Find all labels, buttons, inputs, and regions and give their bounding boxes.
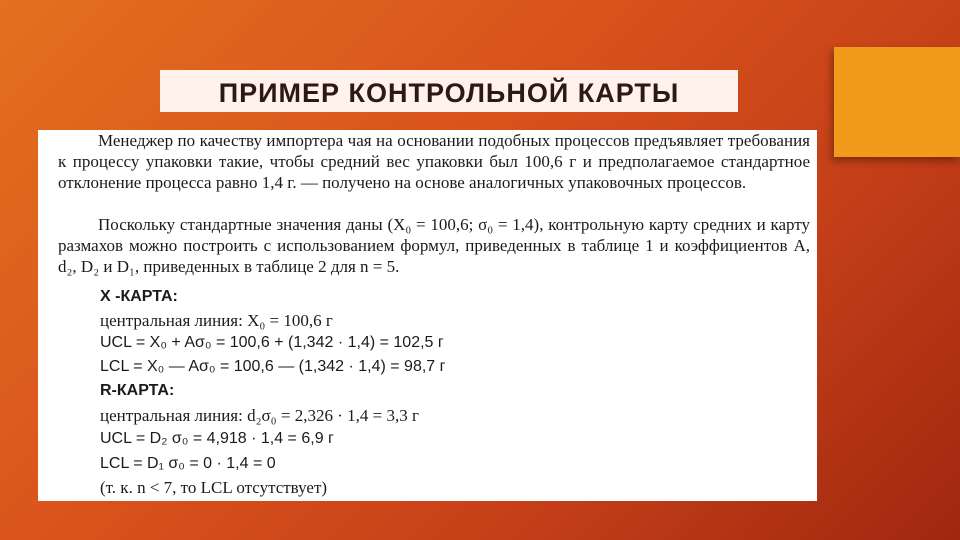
paragraph-standard-values: Поскольку стандартные значения даны (X₀ = 100,6; σ₀ = 1,4), контрольную карту средних и карту размахов можно построить с использованием формул, приведенных в таблице 1 и коэффициентов A, d₂, D₂ и D₁, приведенных в таблице 2 для n = 5.	[58, 215, 810, 276]
paragraph-requirements: Менеджер по качеству импортера чая на основании подобных процессов предъявляет требования к процессу упаковки такие, чтобы средний вес упаковки был 100,6 г и предполагаемое стандартное отклонение процесса равно 1,4 г. — получено на основе аналогичных упаковочных процессов.	[58, 131, 810, 192]
title-box	[160, 70, 738, 112]
r-chart-note: (т. к. n < 7, то LCL отсутствует)	[100, 478, 328, 497]
r-chart-heading: R-КАРТА:	[100, 382, 175, 399]
r-chart-ucl: UCL = D₂ σ₀ = 4,918 · 1,4 = 6,9 г	[100, 430, 334, 447]
corner-accent-shape	[834, 47, 960, 157]
r-chart-lcl: LCL = D₁ σ₀ = 0 · 1,4 = 0	[100, 455, 276, 472]
x-chart-ucl: UCL = X₀ + Aσ₀ = 100,6 + (1,342 · 1,4) = 102,5 г	[100, 334, 444, 351]
r-chart-center-line: центральная линия: d₂σ₀ = 2,326 · 1,4 = 3,3 г	[100, 406, 419, 425]
x-chart-heading: X -КАРТА:	[100, 288, 178, 305]
document-image	[38, 130, 817, 501]
x-chart-lcl: LCL = X₀ — Aσ₀ = 100,6 — (1,342 · 1,4) = 98,7 г	[100, 358, 446, 375]
slide-title: ПРИМЕР КОНТРОЛЬНОЙ КАРТЫ	[218, 77, 680, 108]
x-chart-center-line: центральная линия: X₀ = 100,6 г	[100, 311, 333, 330]
